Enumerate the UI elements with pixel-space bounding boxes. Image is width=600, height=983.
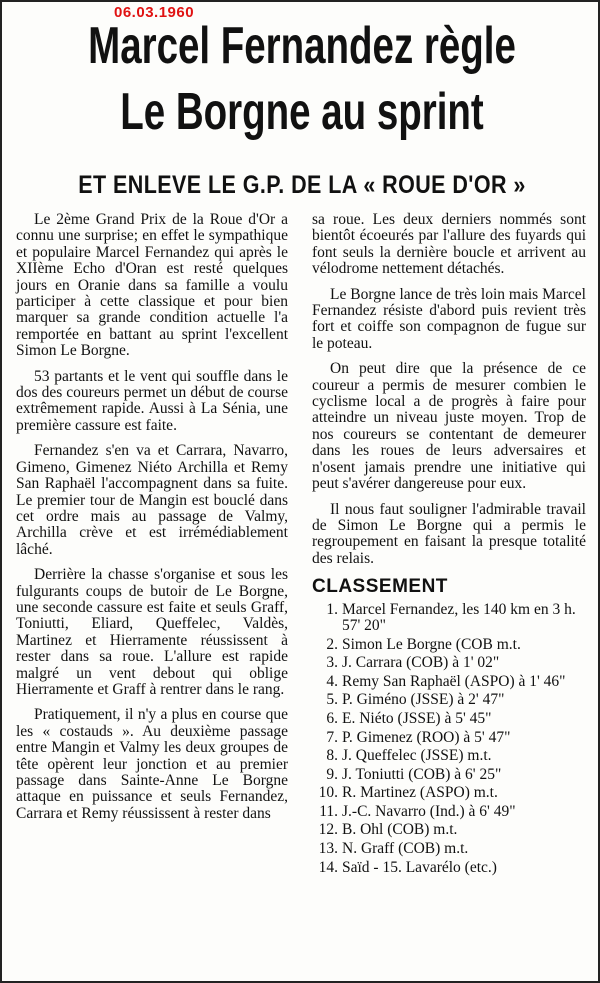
- classement-rank: 7.: [326, 728, 338, 746]
- classement-rank: 14.: [318, 858, 338, 876]
- classement-rank: 13.: [318, 840, 338, 858]
- classement-row: [312, 748, 586, 764]
- classement-row: [312, 767, 586, 783]
- article-paragraph: Le 2ème Grand Prix de la Roue d'Or a connu une surprise; en effet le sympathique et populaire Marcel Fernandez qui après le XIIème Echo d'Oran est resté quelques jours en Oranie dans sa famille a voulu participer à cette classique et pour bien marquer sa grande condition actuelle l'a remportée en battant au sprint l'excellent Simon Le Borgne.: [16, 211, 288, 360]
- article-paragraph: sa roue. Les deux derniers nommés sont bientôt écoeurés par l'allure des fuyards qui font seuls la dernière boucle et arrivent au vélodrome nettement détachés.: [312, 211, 586, 278]
- classement-entry: B. Ohl (COB) m.t.: [342, 821, 458, 839]
- classement-entry: R. Martinez (ASPO) m.t.: [342, 784, 498, 802]
- classement-entry: J. Toniutti (COB) à 6' 25": [342, 765, 502, 783]
- classement-entry: J. Queffelec (JSSE) m.t.: [342, 747, 492, 765]
- classement-rank: 8.: [326, 747, 338, 765]
- classement-row: [312, 785, 586, 801]
- classement-row: [312, 602, 586, 635]
- classement-row: [312, 637, 586, 653]
- classement-row: [312, 692, 586, 708]
- classement-rank: 1.: [326, 600, 338, 618]
- clipping-date: 06.03.1960: [114, 4, 195, 21]
- headline-line-1: Marcel Fernandez règle: [88, 17, 516, 75]
- classement-rank: 2.: [326, 635, 338, 653]
- article-column-left: [16, 212, 288, 831]
- classement-rank: 11.: [319, 802, 338, 820]
- classement-row: [312, 711, 586, 727]
- classement-entry: P. Giméno (JSSE) à 2' 47": [342, 691, 505, 709]
- classement-rank: 6.: [326, 709, 338, 727]
- classement-rank: 3.: [326, 654, 338, 672]
- subheadline: ET ENLEVE LE G.P. DE LA « ROUE D'OR »: [78, 171, 526, 199]
- article-paragraph: On peut dire que la présence de ce coureur a permis de mesurer combien le cyclisme local a de progrès à faire pour atteindre un niveau juste moyen. Trop de nos coureurs se contentant de demeurer dans les roues de leurs adversaires et n'osent jamais prendre une initiative qui peut s'avérer dangereuse pour eux.: [312, 360, 586, 493]
- classement-entry: Saïd - 15. Lavarélo (etc.): [342, 858, 497, 876]
- classement-list: [312, 602, 586, 877]
- classement-title: CLASSEMENT: [312, 576, 448, 598]
- article-paragraph: Pratiquement, il n'y a plus en course que les « costauds ». Au deuxième passage entre Mangin et Valmy les deux groupes de tête opèrent leur jonction et au premier passage dans Sainte-Anne Le Borgne attaque en puissance et seuls Fernandez, Carrara et Remy réussissent à rester dans: [16, 706, 288, 822]
- classement-entry: J. Carrara (COB) à 1' 02": [342, 654, 500, 672]
- classement-entry: Marcel Fernandez, les 140 km en 3 h. 57' 20": [342, 600, 576, 634]
- classement-rank: 10.: [318, 784, 338, 802]
- classement-row: [312, 655, 586, 671]
- article-column-right: [312, 212, 586, 878]
- article-paragraph: 53 partants et le vent qui souffle dans le dos des coureurs permet un début de course extrêmement rapide. Aussi à La Sénia, une première cassure est faite.: [16, 367, 288, 434]
- article-paragraph: Il nous faut souligner l'admirable travail de Simon Le Borgne qui a permis le regroupement en faisant la presque totalité des relais.: [312, 500, 586, 567]
- article-paragraph: Le Borgne lance de très loin mais Marcel Fernandez résiste d'abord puis revient très fort et coiffe son compagnon de fugue sur le poteau.: [312, 285, 586, 352]
- classement-entry: N. Graff (COB) m.t.: [342, 840, 469, 858]
- classement-rank: 5.: [326, 691, 338, 709]
- classement-row: [312, 730, 586, 746]
- classement-entry: Simon Le Borgne (COB m.t.: [342, 635, 521, 653]
- article-paragraph: Fernandez s'en va et Carrara, Navarro, Gimeno, Gimenez Niéto Archilla et Remy San Raphaël l'accompagnent dans sa fuite. Le premier tour de Mangin est bouclé dans cet ordre mais au passage de Valmy, Archilla crève et est irrémédiablement lâché.: [16, 442, 288, 558]
- classement-row: [312, 841, 586, 857]
- classement-row: [312, 674, 586, 690]
- classement-row: [312, 804, 586, 820]
- classement-entry: Remy San Raphaël (ASPO) à 1' 46": [342, 672, 566, 690]
- classement-row: [312, 860, 586, 876]
- classement-entry: E. Niéto (JSSE) à 5' 45": [342, 709, 492, 727]
- classement-rank: 4.: [326, 672, 338, 690]
- classement-entry: J.-C. Navarro (Ind.) à 6' 49": [342, 802, 516, 820]
- headline-line-2: Le Borgne au sprint: [120, 83, 484, 141]
- classement-row: [312, 822, 586, 838]
- classement-rank: 9.: [326, 765, 338, 783]
- classement-rank: 12.: [318, 821, 338, 839]
- classement-entry: P. Gimenez (ROO) à 5' 47": [342, 728, 511, 746]
- article-paragraph: Derrière la chasse s'organise et sous les fulgurants coups de butoir de Le Borgne, une seconde cassure est faite et seuls Graff, Toniutti, Eliard, Queffelec, Valdès, Martinez et Hierramente réussissent à rester dans sa roue. L'allure est rapide malgré un vent debout qui oblige Hierramente et Graff à rentrer dans le rang.: [16, 566, 288, 698]
